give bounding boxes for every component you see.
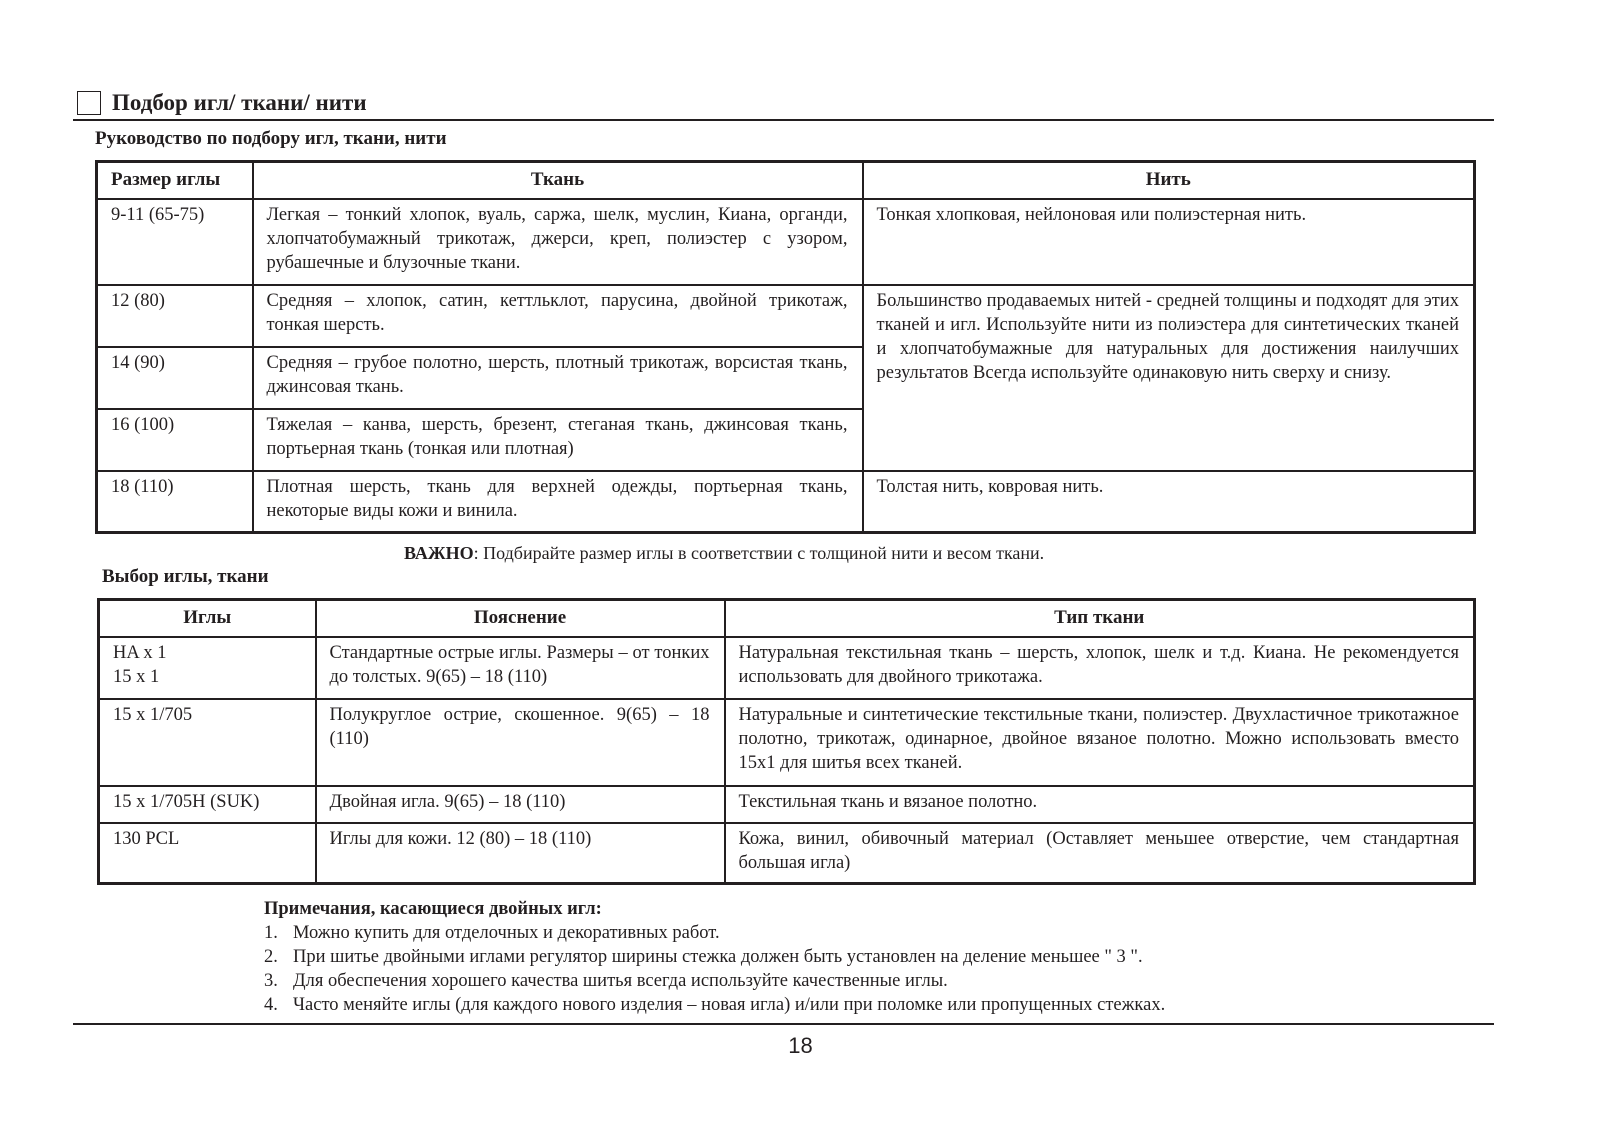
- column-header: Ткань: [253, 162, 863, 199]
- title-divider: [73, 119, 1494, 121]
- needle-size-cell: 12 (80): [97, 285, 253, 347]
- list-number: 3.: [264, 971, 278, 991]
- fabric-cell: Средняя – грубое полотно, шерсть, плотный трикотаж, ворсистая ткань, джинсовая ткань.: [253, 347, 863, 409]
- important-text: : Подбирайте размер иглы в соответствии с толщиной нити и весом ткани.: [473, 543, 1045, 563]
- table-row: [97, 471, 1475, 533]
- footer-divider: [73, 1023, 1494, 1025]
- column-header: Размер иглы: [97, 162, 253, 199]
- list-number: 1.: [264, 923, 278, 943]
- explanation-cell: Иглы для кожи. 12 (80) – 18 (110): [316, 823, 725, 884]
- list-text: Можно купить для отделочных и декоративных работ.: [293, 923, 720, 943]
- thread-cell: Толстая нить, ковровая нить.: [863, 471, 1475, 533]
- page-title: Подбор игл/ ткани/ нити: [112, 90, 367, 115]
- column-header: Тип ткани: [725, 600, 1475, 637]
- important-label: ВАЖНО: [404, 543, 474, 563]
- fabric-cell: Тяжелая – канва, шерсть, брезент, стеганая ткань, джинсовая ткань, портьерная ткань (тонкая или плотная): [253, 409, 863, 471]
- table-row: [97, 285, 1475, 347]
- selection-heading: Выбор иглы, ткани: [102, 566, 269, 587]
- needle-size-cell: 18 (110): [97, 471, 253, 533]
- list-text: Часто меняйте иглы (для каждого нового изделия – новая игла) и/или при поломке или пропущенных стежках.: [293, 995, 1166, 1015]
- needle-cell: 130 PCL: [99, 823, 316, 884]
- table-row: [99, 699, 1475, 786]
- page-header: [77, 88, 367, 118]
- fabric-type-cell: Кожа, винил, обивочный материал (Оставляет меньшее отверстие, чем стандартная большая игла): [725, 823, 1475, 884]
- fabric-cell: Средняя – хлопок, сатин, кеттльклот, парусина, двойной трикотаж, тонкая шерсть.: [253, 285, 863, 347]
- explanation-cell: Стандартные острые иглы. Размеры – от тонких до толстых. 9(65) – 18 (110): [316, 637, 725, 699]
- fabric-type-cell: Текстильная ткань и вязаное полотно.: [725, 786, 1475, 823]
- table-row: [99, 637, 1475, 699]
- notes-heading: Примечания, касающиеся двойных игл:: [264, 899, 602, 919]
- list-item: [264, 993, 1165, 1017]
- table-row: [97, 199, 1475, 285]
- list-item: [264, 945, 1165, 969]
- selection-table: [97, 598, 1476, 885]
- table-row: [99, 823, 1475, 884]
- guide-table-header: [97, 162, 1475, 199]
- fabric-type-cell: Натуральная текстильная ткань – шерсть, хлопок, шелк и т.д. Киана. Не рекомендуется использовать для двойного трикотажа.: [725, 637, 1475, 699]
- needle-type: 15 x 1: [113, 666, 160, 687]
- explanation-cell: Двойная игла. 9(65) – 18 (110): [316, 786, 725, 823]
- list-item: [264, 969, 1165, 993]
- needle-size-cell: 14 (90): [97, 347, 253, 409]
- explanation-cell: Полукруглое острие, скошенное. 9(65) – 18 (110): [316, 699, 725, 786]
- column-header: Пояснение: [316, 600, 725, 637]
- needle-size-cell: 16 (100): [97, 409, 253, 471]
- thread-cell: Большинство продаваемых нитей - средней толщины и подходят для этих тканей и игл. Используйте нити из полиэстера для синтетических тканей и хлопчатобумажные для натуральных для достижения наилучших результатов Всегда используйте одинаковую нить сверху и снизу.: [863, 285, 1475, 471]
- fabric-cell: Легкая – тонкий хлопок, вуаль, саржа, шелк, муслин, Киана, органди, хлопчатобумажный трикотаж, джерси, креп, полиэстер с узором, рубашечные и блузочные ткани.: [253, 199, 863, 285]
- column-header: Иглы: [99, 600, 316, 637]
- list-text: Для обеспечения хорошего качества шитья всегда используйте качественные иглы.: [293, 971, 948, 991]
- checkbox-square-icon: [77, 91, 101, 115]
- selection-table-header: [99, 600, 1475, 637]
- guide-heading: Руководство по подбору игл, ткани, нити: [95, 128, 447, 149]
- list-number: 4.: [264, 995, 278, 1015]
- column-header: Нить: [863, 162, 1475, 199]
- list-text: При шитье двойными иглами регулятор ширины стежка должен быть установлен на деление меньшее " 3 ".: [293, 947, 1143, 967]
- notes-list: [264, 921, 1165, 1017]
- thread-cell: Тонкая хлопковая, нейлоновая или полиэстерная нить.: [863, 199, 1475, 285]
- list-item: [264, 921, 1165, 945]
- page-number: 18: [788, 1033, 813, 1058]
- guide-table: [95, 160, 1476, 534]
- table-row: [99, 786, 1475, 823]
- needle-type: HA x 1: [113, 642, 167, 663]
- twin-needle-notes: [264, 897, 1165, 1017]
- needle-cell: [99, 637, 316, 699]
- list-number: 2.: [264, 947, 278, 967]
- needle-size-cell: 9-11 (65-75): [97, 199, 253, 285]
- fabric-type-cell: Натуральные и синтетические текстильные ткани, полиэстер. Двухластичное трикотажное полотно, трикотаж, одинарное, двойное вязаное полотно. Можно использовать вместо 15x1 для шитья всех тканей.: [725, 699, 1475, 786]
- needle-cell: 15 x 1/705: [99, 699, 316, 786]
- important-note: [404, 543, 1044, 564]
- needle-cell: 15 x 1/705H (SUK): [99, 786, 316, 823]
- fabric-cell: Плотная шерсть, ткань для верхней одежды, портьерная ткань, некоторые виды кожи и винила.: [253, 471, 863, 533]
